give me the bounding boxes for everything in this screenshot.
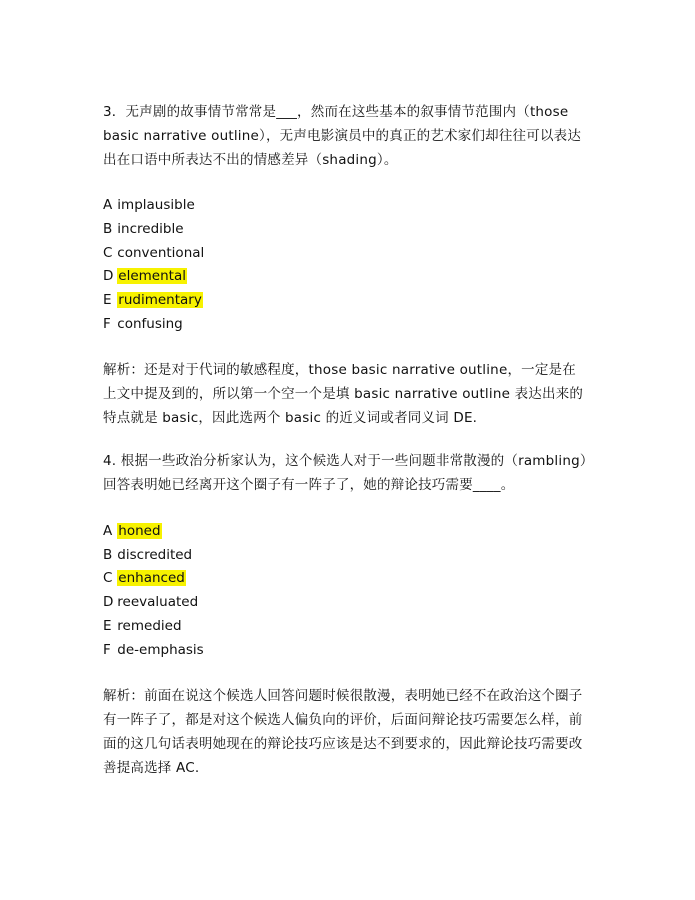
question-3-analysis: 解析：还是对于代词的敏感程度，those basic narrative outline，一定是在上文中提及到的，所以第一个空一个是填 basic narrative outline 表达出来的特点就是 basic，因此选两个 basic 的近义词或者同义词 DE.: [103, 361, 584, 426]
option-item: A honed: [103, 522, 161, 539]
option-item: E remedied: [103, 617, 182, 634]
option-item: D elemental: [103, 268, 186, 285]
highlighted-answer: honed: [118, 522, 161, 539]
option-item: B incredible: [103, 220, 184, 237]
option-item: D reevaluated: [103, 594, 199, 611]
option-item: F de-emphasis: [103, 641, 204, 658]
option-item: C conventional: [103, 244, 205, 261]
question-3-options: [103, 194, 588, 337]
question-3-text: 3．无声剧的故事情节常常是___，然而在这些基本的叙事情节范围内（those basic narrative outline），无声电影演员中的真正的艺术家们却往往可以表达出在口语中所表达不出的情感差异（shading）。: [103, 104, 582, 168]
highlighted-answer: rudimentary: [118, 292, 202, 309]
question-4-options: [103, 520, 588, 663]
highlighted-answer: elemental: [118, 268, 186, 285]
question-4-text: 4. 根据一些政治分析家认为，这个候选人对于一些问题非常散漫的（rambling）回答表明她已经离开这个圈子有一阵子了，她的辩论技巧需要____。: [103, 452, 587, 493]
option-item: E rudimentary: [103, 292, 202, 309]
option-item: A implausible: [103, 197, 195, 213]
highlighted-answer: enhanced: [118, 570, 185, 587]
document-page: [103, 100, 588, 780]
option-item: B discredited: [103, 546, 193, 563]
option-item: F confusing: [103, 315, 183, 332]
question-4-analysis: 解析：前面在说这个候选人回答问题时候很散漫，表明她已经不在政治这个圈子有一阵子了，都是对这个候选人偏负向的评价，后面问辩论技巧需要怎么样，前面的这几句话表明她现在的辩论技巧应该是达不到要求的，因此辩论技巧需要改善提高选择 AC.: [103, 687, 583, 776]
option-item: C enhanced: [103, 570, 185, 587]
